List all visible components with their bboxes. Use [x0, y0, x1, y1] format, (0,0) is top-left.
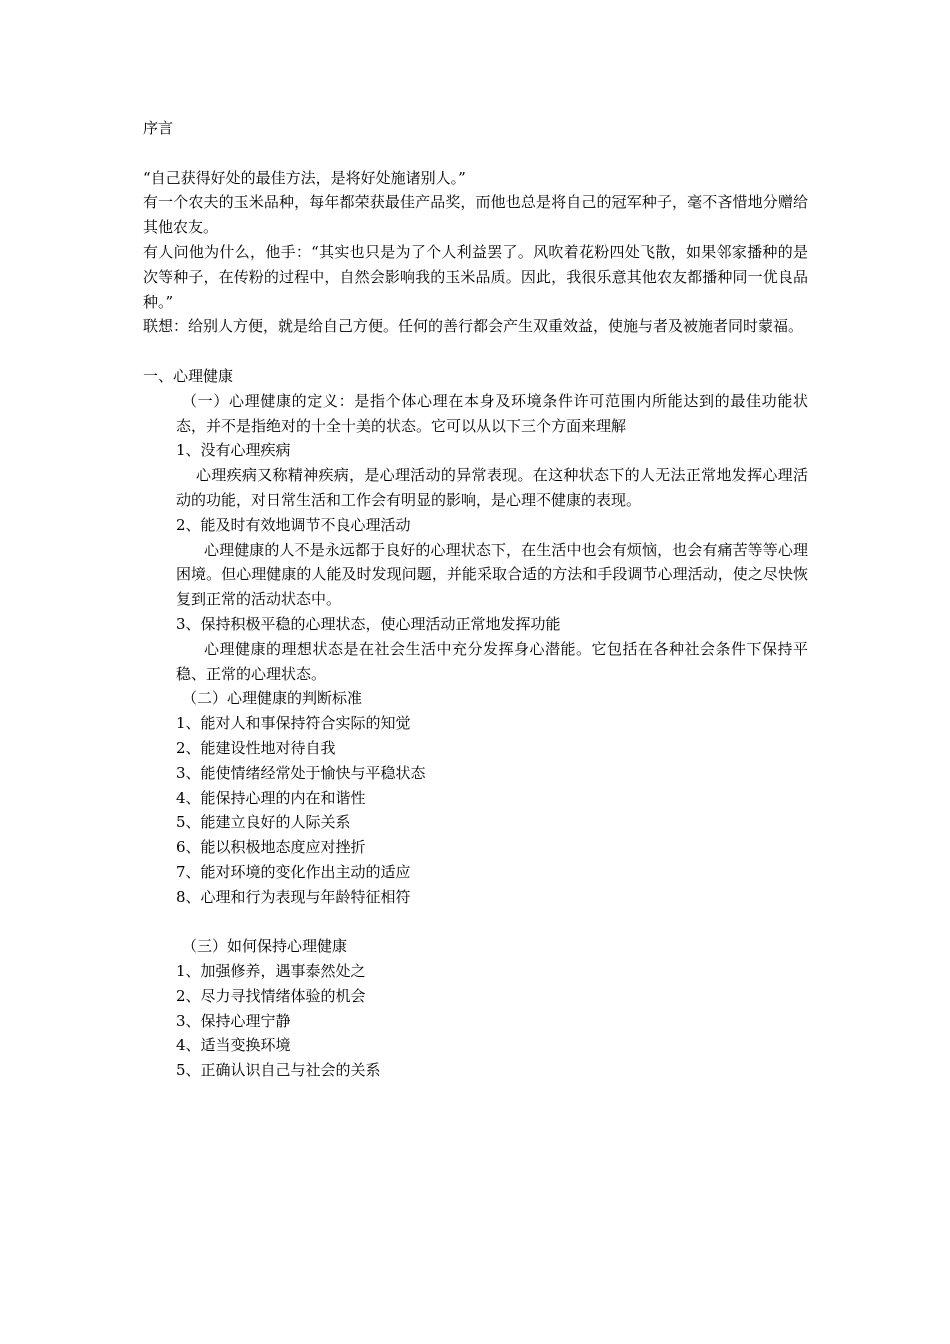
blank-line — [143, 910, 808, 935]
criteria-item: 1、能对人和事保持符合实际的知觉 — [176, 714, 411, 733]
maintain-item: 3、保持心理宁静 — [176, 1011, 291, 1030]
criteria-heading: （二）心理健康的判断标准 — [182, 689, 363, 708]
section-heading: 一、心理健康 — [143, 366, 234, 385]
document-body — [143, 116, 808, 1083]
criteria-item: 2、能建设性地对待自我 — [176, 738, 336, 757]
aspect-title: 3、保持积极平稳的心理状态，使心理活动正常地发挥功能 — [176, 614, 561, 633]
aspect-title: 2、能及时有效地调节不良心理活动 — [176, 515, 411, 534]
aspect-body: 心理健康的人不是永远都于良好的心理状态下，在生活中也会有烦恼，也会有痛苦等等心理困境。但心理健康的人能及时发现问题，并能采取合适的方法和手段调节心理活动，使之尽快恢复到正常的活动状态中。 — [176, 540, 808, 609]
aspect-title: 1、没有心理疾病 — [176, 441, 291, 460]
criteria-item: 6、能以积极地态度应对挫折 — [176, 838, 366, 857]
maintain-item: 1、加强修养，遇事泰然处之 — [176, 962, 366, 981]
criteria-item: 7、能对环境的变化作出主动的适应 — [176, 862, 411, 881]
aspect-body: 心理疾病又称精神疾病，是心理活动的异常表现。在这种状态下的人无法正常地发挥心理活动的功能，对日常生活和工作会有明显的影响，是心理不健康的表现。 — [176, 466, 808, 509]
maintain-heading: （三）如何保持心理健康 — [182, 937, 348, 956]
criteria-item: 8、心理和行为表现与年龄特征相符 — [176, 887, 411, 906]
criteria-item: 4、能保持心理的内在和谐性 — [176, 788, 366, 807]
criteria-item: 5、能建立良好的人际关系 — [176, 813, 351, 832]
preface-answer: 有人问他为什么，他手：“其实也只是为了个人利益罢了。风吹着花粉四处飞散，如果邻家播种的是次等种子，在传粉的过程中，自然会影响我的玉米品质。因此，我很乐意其他农友都播种同一优良品种。” — [143, 242, 808, 311]
definition-paragraph: （一）心理健康的定义：是指个体心理在本身及环境条件许可范围内所能达到的最佳功能状态，并不是指绝对的十全十美的状态。它可以从以下三个方面来理解 — [176, 391, 808, 435]
maintain-item: 2、尽力寻找情绪体验的机会 — [176, 986, 366, 1005]
preface-quote: “自己获得好处的最佳方法，是将好处施诸别人。” — [143, 168, 466, 187]
aspect-body: 心理健康的理想状态是在社会生活中充分发挥身心潜能。它包括在各种社会条件下保持平稳、正常的心理状态。 — [176, 639, 808, 683]
maintain-item: 5、正确认识自己与社会的关系 — [176, 1061, 381, 1080]
preface-reflection: 联想：给别人方便，就是给自己方便。任何的善行都会产生双重效益，使施与者及被施者同时蒙福。 — [143, 317, 804, 336]
criteria-item: 3、能使情绪经常处于愉快与平稳状态 — [176, 763, 426, 782]
maintain-item: 4、适当变换环境 — [176, 1036, 291, 1055]
blank-line — [143, 339, 808, 364]
blank-line — [143, 141, 808, 166]
preface-heading: 序言 — [143, 119, 174, 137]
preface-story: 有一个农夫的玉米品种，每年都荣获最佳产品奖，而他也总是将自己的冠军种子，毫不吝惜地分赠给其他农友。 — [143, 193, 808, 237]
